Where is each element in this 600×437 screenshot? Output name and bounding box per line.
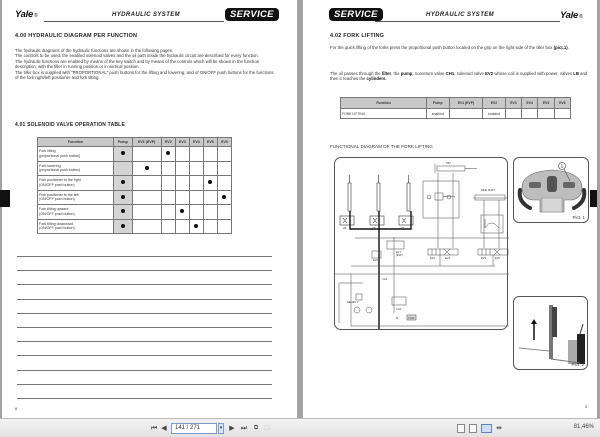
pict-2-forklift: [513, 296, 588, 370]
active-dot-icon: [194, 224, 198, 228]
service-badge: SERVICE: [225, 8, 279, 21]
active-dot-icon: [180, 209, 184, 213]
header-title: HYDRAULIC SYSTEM: [112, 12, 181, 18]
note-line: [17, 270, 272, 271]
page-number-input[interactable]: 141 / 271: [171, 423, 217, 434]
svg-text:TB7: TB7: [446, 162, 451, 165]
paragraph-1: For the quick lifting of the forks press the proportional push button located on the grip on the right side of the tiller box (pict.1).: [330, 45, 569, 50]
header-title: HYDRAULIC SYSTEM: [426, 12, 495, 18]
page-dropdown-button[interactable]: ▾: [218, 423, 224, 434]
table-row: Fork tilting upward (ON/OFF push button): [38, 205, 232, 220]
paragraph-2: The oil passes through the filter, the pump, nonreturn valve CH1, solenoid valve EV2 whose coil is supplied with power, valves LB and then it reaches the cylinders.: [330, 71, 588, 82]
svg-text:LB: LB: [372, 227, 376, 230]
svg-text:EV2: EV2: [373, 259, 378, 262]
page-right: [303, 0, 597, 418]
service-badge: SERVICE: [329, 8, 383, 21]
intro-text: The hydraulic diagrams of the hydraulic functions are shown in the following pages. The controls to be used, the enabled solenoid valves and the oil path inside the hydraulic circuit are described for every function. The hydraulic functions are enabled by means of the key switch and by means of the controls which will be shown in the function description, with the tiller in running position or in vertical position. The tiller box is supplied with "PROPORTIONAL" push buttons for the lifting and lowering, and of ON/OFF push buttons for the functions of the fork right/left positioner and fork tilting.: [15, 48, 274, 81]
svg-text:EV6: EV6: [495, 257, 500, 260]
table-row: FORK LIFTING enabled enabled: [341, 109, 571, 119]
pict-1-label: Pict. 1: [572, 215, 585, 220]
prev-page-button[interactable]: ◀: [161, 425, 167, 432]
note-line: [17, 384, 272, 385]
table-title: 4.01 SOLENOID VALVE OPERATION TABLE: [15, 122, 125, 128]
note-line: [17, 256, 272, 257]
note-line: [17, 355, 272, 356]
note-line: [17, 313, 272, 314]
pict-2-label: Pict. 2: [571, 362, 584, 367]
active-dot-icon: [121, 209, 125, 213]
active-dot-icon: [208, 180, 212, 184]
diagram-title: FUNCTIONAL DIAGRAM OF THE FORK LIFTING: [330, 144, 433, 149]
svg-text:TANK: TANK: [408, 317, 415, 320]
fit-width-icon[interactable]: ⇹: [496, 425, 502, 432]
header-rule: [375, 21, 560, 22]
svg-text:CH1: CH1: [382, 278, 388, 281]
svg-text:LB: LB: [401, 227, 405, 230]
table-row: Fork lifting (proportional push button): [38, 147, 232, 162]
active-dot-icon: [121, 195, 125, 199]
svg-text:(EVP): (EVP): [396, 254, 403, 257]
active-dot-icon: [121, 180, 125, 184]
section-title: 4.02 FORK LIFTING: [330, 33, 385, 39]
page-number: 8: [15, 406, 18, 411]
note-line: [17, 370, 272, 371]
active-dot-icon: [166, 151, 170, 155]
table-row: Fork positioner to the left (ON/OFF push button): [38, 190, 232, 205]
table-row: Fork positioner to the right (ON/OFF push button): [38, 176, 232, 191]
solenoid-valve-table: Function Pump EV1 (EVP) EV2 EV3 EV4 EV5 EV6 Fork lifting (proportional push button) Fork lowering (proportional push button) Fork positioner to the right (ON/OFF push button) Fork positioner to the left (ON/OFF push button) Fork tilting upward (ON/OFF push button) Fork tilting downward (ON/OFF push button): [37, 137, 232, 234]
chapter-tab-marker: [0, 190, 10, 207]
svg-text:1: 1: [560, 163, 564, 169]
active-dot-icon: [145, 166, 149, 170]
viewer-toolbar: [0, 418, 600, 437]
svg-text:RELIEF V: RELIEF V: [347, 301, 359, 304]
active-dot-icon: [121, 151, 125, 155]
svg-text:EV1: EV1: [396, 251, 401, 254]
next-page-button[interactable]: ▶: [229, 425, 235, 432]
svg-text:LB: LB: [343, 227, 347, 230]
table-row: Fork tilting downward (ON/OFF push button): [38, 219, 232, 234]
page-number: 9: [585, 404, 588, 409]
note-line: [17, 284, 272, 285]
active-dot-icon: [222, 195, 226, 199]
zoom-level[interactable]: 81,46%: [573, 424, 594, 430]
two-page-view-button[interactable]: [481, 424, 492, 433]
table-row: Fork lowering (proportional push button): [38, 161, 232, 176]
first-page-button[interactable]: ⏮: [150, 425, 158, 432]
header-rule: [44, 21, 224, 22]
single-page-view-button[interactable]: [457, 424, 465, 433]
svg-text:SIDE SHIFT: SIDE SHIFT: [481, 189, 496, 192]
hydraulic-diagram: [334, 157, 508, 330]
chapter-tab-marker: [590, 190, 597, 207]
note-line: [17, 327, 272, 328]
pict-1-tiller-grip: [513, 157, 589, 223]
note-line: [17, 341, 272, 342]
select-icon[interactable]: ⬚: [264, 425, 270, 431]
svg-text:EV5: EV5: [481, 257, 486, 260]
note-line: [17, 398, 272, 399]
yale-logo: Yale®: [560, 10, 583, 21]
note-line: [17, 299, 272, 300]
svg-text:EV3: EV3: [430, 257, 435, 260]
section-title: 4.00 HYDRAULIC DIAGRAM PER FUNCTION: [15, 33, 138, 39]
svg-text:EV4: EV4: [445, 257, 450, 260]
active-dot-icon: [121, 224, 125, 228]
last-page-button[interactable]: ⏭: [240, 425, 248, 432]
copy-icon[interactable]: ⧉: [253, 425, 259, 431]
continuous-view-button[interactable]: [469, 424, 477, 433]
hydraulic-schematic-icon: [335, 158, 509, 331]
svg-text:CH2: CH2: [396, 308, 402, 311]
yale-logo: Yale®: [15, 9, 38, 20]
fork-lifting-table: Function Pump EV1 (EVP) EV2 EV3 EV4 EV5 EV6 FORK LIFTING enabled enabled: [340, 97, 571, 119]
forklift-lifting-icon: [514, 297, 589, 371]
page-left: [2, 0, 297, 418]
svg-text:M: M: [396, 317, 399, 320]
